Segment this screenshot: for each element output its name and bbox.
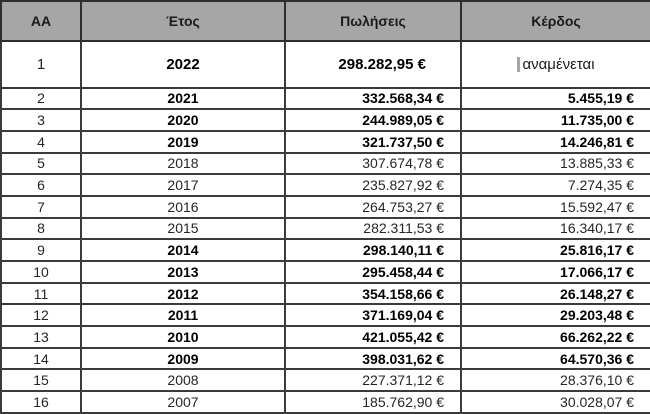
sales-cell[interactable]: 244.989,05 €	[285, 109, 461, 131]
year-cell[interactable]: 2018	[81, 153, 285, 175]
header-row	[1, 1, 650, 41]
table-row	[1, 109, 650, 131]
row-number-cell[interactable]: 4	[1, 131, 81, 153]
sales-cell[interactable]: 282.311,53 €	[285, 218, 461, 240]
profit-cell[interactable]: 29.203,48 €	[461, 304, 650, 326]
year-cell[interactable]: 2013	[81, 261, 285, 283]
year-cell[interactable]: 2016	[81, 196, 285, 218]
sales-cell[interactable]: 332.568,34 €	[285, 88, 461, 110]
year-cell[interactable]: 2021	[81, 88, 285, 110]
year-cell[interactable]: 2014	[81, 239, 285, 261]
row-number-cell[interactable]: 9	[1, 239, 81, 261]
header-cell-year[interactable]: Έτος	[81, 1, 285, 41]
year-cell[interactable]: 2019	[81, 131, 285, 153]
row-number-cell[interactable]: 13	[1, 326, 81, 348]
table-row	[1, 348, 650, 370]
sales-cell[interactable]: 264.753,27 €	[285, 196, 461, 218]
table-row	[1, 239, 650, 261]
profit-cell[interactable]: 17.066,17 €	[461, 261, 650, 283]
profit-cell[interactable]: 14.246,81 €	[461, 131, 650, 153]
profit-cell[interactable]: 16.340,17 €	[461, 218, 650, 240]
text-insertion-caret	[517, 57, 520, 72]
year-cell[interactable]: 2017	[81, 174, 285, 196]
year-cell[interactable]: 2015	[81, 218, 285, 240]
profit-cell[interactable]: 13.885,33 €	[461, 153, 650, 175]
row-number-cell[interactable]: 11	[1, 283, 81, 305]
table-row	[1, 326, 650, 348]
sales-cell[interactable]: 227.371,12 €	[285, 369, 461, 391]
row-number-cell[interactable]: 1	[1, 41, 81, 88]
table-row	[1, 261, 650, 283]
row-number-cell[interactable]: 6	[1, 174, 81, 196]
row-number-cell[interactable]: 8	[1, 218, 81, 240]
sales-cell[interactable]: 298.282,95 €	[285, 41, 461, 88]
profit-cell[interactable]: 15.592,47 €	[461, 196, 650, 218]
sales-cell[interactable]: 354.158,66 €	[285, 283, 461, 305]
profit-cell[interactable]: 28.376,10 €	[461, 369, 650, 391]
year-cell[interactable]: 2010	[81, 326, 285, 348]
table-row	[1, 304, 650, 326]
sales-cell[interactable]: 298.140,11 €	[285, 239, 461, 261]
profit-cell[interactable]: 11.735,00 €	[461, 109, 650, 131]
row-number-cell[interactable]: 2	[1, 88, 81, 110]
profit-cell[interactable]: 25.816,17 €	[461, 239, 650, 261]
header-cell-sales[interactable]: Πωλήσεις	[285, 1, 461, 41]
year-cell[interactable]: 2012	[81, 283, 285, 305]
table-row	[1, 391, 650, 413]
sales-cell[interactable]: 235.827,92 €	[285, 174, 461, 196]
table-row	[1, 218, 650, 240]
profit-cell[interactable]: 30.028,07 €	[461, 391, 650, 413]
year-cell[interactable]: 2008	[81, 369, 285, 391]
table-row	[1, 41, 650, 88]
table-row	[1, 283, 650, 305]
profit-cell[interactable]	[461, 41, 650, 88]
sales-cell[interactable]: 295.458,44 €	[285, 261, 461, 283]
row-number-cell[interactable]: 7	[1, 196, 81, 218]
year-cell[interactable]: 2020	[81, 109, 285, 131]
profit-cell[interactable]: 5.455,19 €	[461, 88, 650, 110]
profit-cell[interactable]: 64.570,36 €	[461, 348, 650, 370]
row-number-cell[interactable]: 5	[1, 153, 81, 175]
sales-cell[interactable]: 421.055,42 €	[285, 326, 461, 348]
row-number-cell[interactable]: 15	[1, 369, 81, 391]
year-cell[interactable]: 2007	[81, 391, 285, 413]
profit-cell[interactable]: 7.274,35 €	[461, 174, 650, 196]
header-cell-profit[interactable]: Κέρδος	[461, 1, 650, 41]
table-row	[1, 196, 650, 218]
table-row	[1, 174, 650, 196]
table-row	[1, 88, 650, 110]
table-row	[1, 153, 650, 175]
sales-cell[interactable]: 398.031,62 €	[285, 348, 461, 370]
row-number-cell[interactable]: 12	[1, 304, 81, 326]
row-number-cell[interactable]: 10	[1, 261, 81, 283]
sales-cell[interactable]: 185.762,90 €	[285, 391, 461, 413]
row-number-cell[interactable]: 3	[1, 109, 81, 131]
header-cell-aa[interactable]: ΑΑ	[1, 1, 81, 41]
sales-cell[interactable]: 321.737,50 €	[285, 131, 461, 153]
table-row	[1, 131, 650, 153]
row-number-cell[interactable]: 14	[1, 348, 81, 370]
sales-cell[interactable]: 371.169,04 €	[285, 304, 461, 326]
sales-cell[interactable]: 307.674,78 €	[285, 153, 461, 175]
year-cell[interactable]: 2022	[81, 41, 285, 88]
table-row	[1, 369, 650, 391]
year-cell[interactable]: 2009	[81, 348, 285, 370]
year-cell[interactable]: 2011	[81, 304, 285, 326]
profit-cell-text: αναμένεται	[522, 55, 595, 73]
profit-cell[interactable]: 66.262,22 €	[461, 326, 650, 348]
row-number-cell[interactable]: 16	[1, 391, 81, 413]
profit-cell[interactable]: 26.148,27 €	[461, 283, 650, 305]
